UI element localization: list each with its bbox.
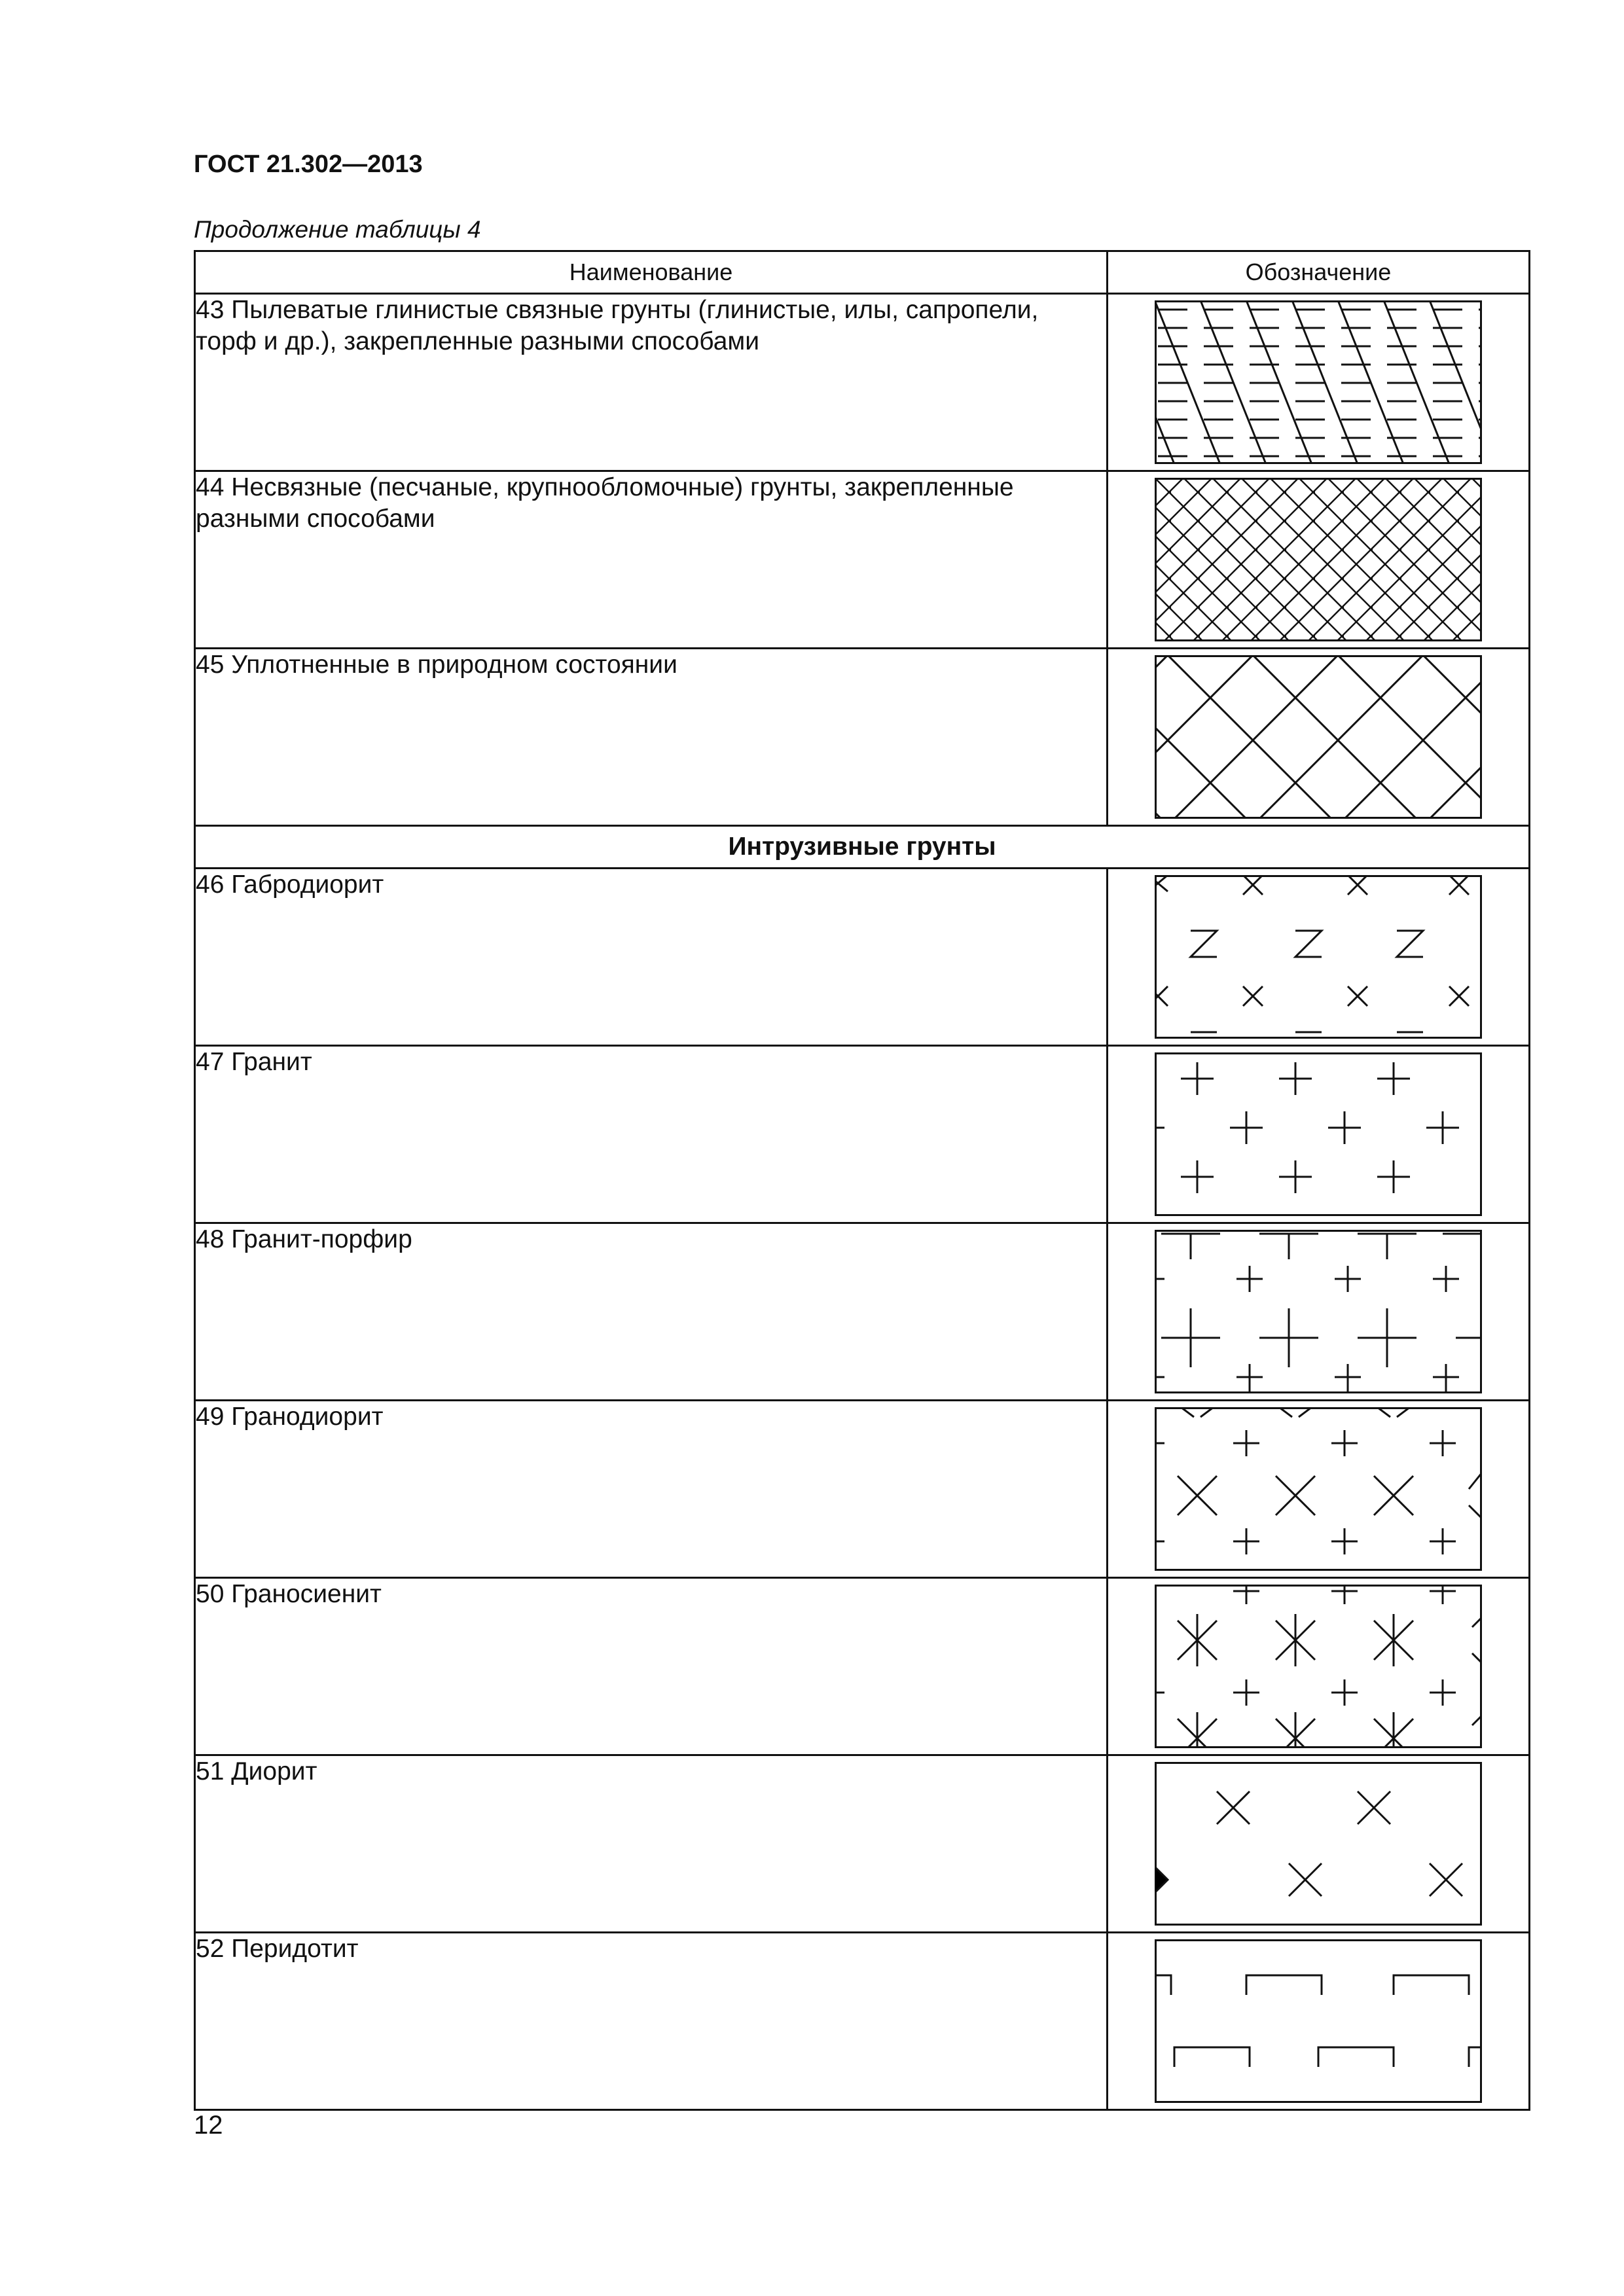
table-row: [195, 869, 1530, 1046]
column-header-name: Наименование: [195, 251, 1108, 294]
table-row: [195, 1578, 1530, 1755]
bracket-pattern-icon: [1155, 1939, 1482, 2103]
column-header-symbol: Обозначение: [1108, 251, 1530, 294]
table-row: [195, 1933, 1530, 2110]
wide-crosshatch-icon: [1155, 655, 1482, 819]
table-row: [195, 294, 1530, 471]
table-header-row: [195, 251, 1530, 294]
row-label: 46 Габродиорит: [195, 869, 1108, 1046]
plus-large-small-pattern-icon: [1155, 1230, 1482, 1393]
row-label: 48 Гранит-порфир: [195, 1223, 1108, 1401]
table-row: [195, 1223, 1530, 1401]
symbol-cell: [1108, 1933, 1530, 2110]
table-caption: Продолжение таблицы 4: [194, 216, 481, 243]
asterisk-plus-pattern-icon: [1155, 1585, 1482, 1748]
page-number: 12: [194, 2111, 223, 2140]
table-row: [195, 471, 1530, 649]
symbol-cell: [1108, 1223, 1530, 1401]
x-sparse-pattern-icon: [1155, 1762, 1482, 1926]
plus-pattern-icon: [1155, 1052, 1482, 1216]
row-label: 52 Перидотит: [195, 1933, 1108, 2110]
symbol-cell: [1108, 471, 1530, 649]
dense-crosshatch-icon: [1155, 478, 1482, 641]
row-label: 51 Диорит: [195, 1755, 1108, 1933]
legend-table: [194, 250, 1530, 2111]
x-z-pattern-icon: [1155, 875, 1482, 1039]
row-label: 44 Несвязные (песчаные, крупнообломочные) грунты, закрепленные разными способами: [195, 471, 1108, 649]
table-row: [195, 1755, 1530, 1933]
symbol-cell: [1108, 1755, 1530, 1933]
section-row: [195, 826, 1530, 869]
table-row: [195, 649, 1530, 826]
table-row: [195, 1401, 1530, 1578]
document-code: ГОСТ 21.302—2013: [194, 151, 423, 178]
symbol-cell: [1108, 869, 1530, 1046]
row-label: 50 Граносиенит: [195, 1578, 1108, 1755]
symbol-cell: [1108, 1401, 1530, 1578]
row-label: 47 Гранит: [195, 1046, 1108, 1223]
section-title: Интрузивные грунты: [195, 826, 1530, 869]
hatch-diagonal-dashes-icon: [1155, 300, 1482, 464]
row-label: 43 Пылеватые глинистые связные грунты (глинистые, илы, сапропели, торф и др.), закрепленные разными способами: [195, 294, 1108, 471]
symbol-cell: [1108, 649, 1530, 826]
symbol-cell: [1108, 1578, 1530, 1755]
row-label: 45 Уплотненные в природном состоянии: [195, 649, 1108, 826]
symbol-cell: [1108, 294, 1530, 471]
symbol-cell: [1108, 1046, 1530, 1223]
table-row: [195, 1046, 1530, 1223]
row-label: 49 Гранодиорит: [195, 1401, 1108, 1578]
plus-x-pattern-icon: [1155, 1407, 1482, 1571]
